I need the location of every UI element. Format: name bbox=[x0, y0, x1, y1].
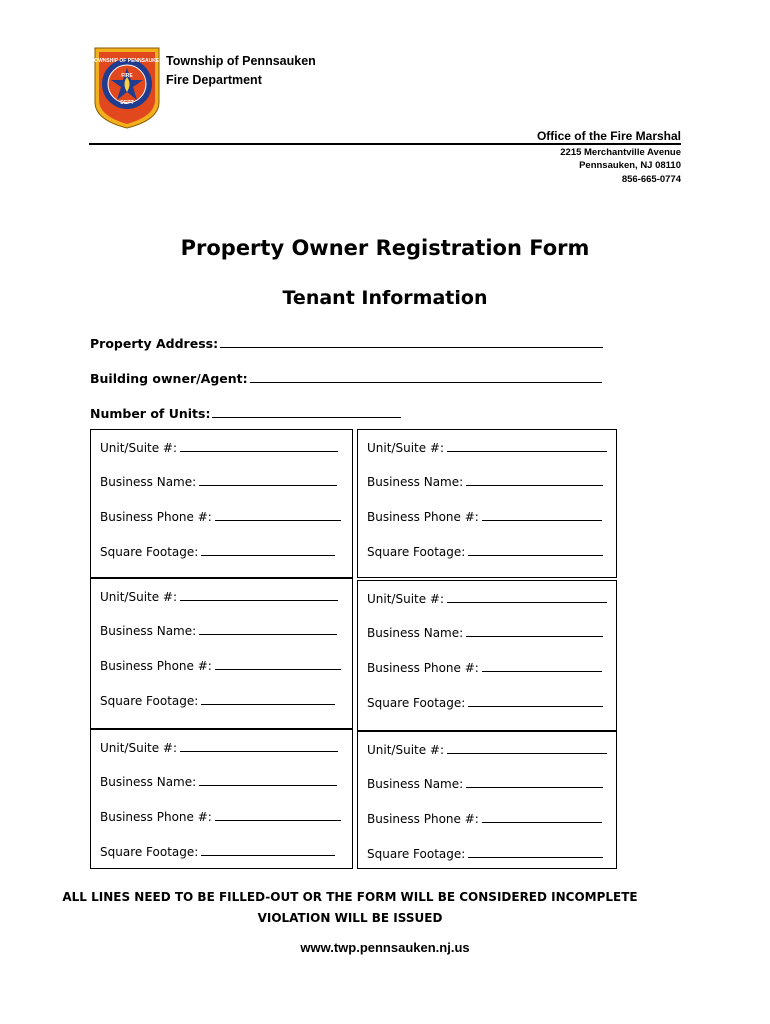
property-address-label: Property Address: bbox=[90, 336, 219, 351]
building-owner-line[interactable] bbox=[250, 370, 602, 383]
unit-field-label: Business Name: bbox=[367, 777, 464, 791]
unit-field-label: Business Name: bbox=[100, 624, 197, 638]
unit-field-label: Square Footage: bbox=[100, 845, 199, 859]
unit-field-label: Square Footage: bbox=[367, 545, 466, 559]
unit-field-line[interactable] bbox=[180, 589, 338, 601]
unit-field-line[interactable] bbox=[447, 440, 607, 452]
unit-field-label: Square Footage: bbox=[100, 545, 199, 559]
unit-field-line[interactable] bbox=[201, 844, 335, 856]
unit-field-square-footage[interactable] bbox=[367, 695, 603, 710]
office-street-address: 2215 Merchantville Avenue bbox=[560, 147, 681, 158]
fire-department-badge-icon bbox=[91, 44, 163, 130]
unit-field-business-phone[interactable] bbox=[367, 811, 602, 826]
unit-field-line[interactable] bbox=[180, 740, 338, 752]
unit-field-label: Square Footage: bbox=[367, 847, 466, 861]
unit-field-line[interactable] bbox=[468, 544, 603, 556]
building-owner-field[interactable] bbox=[90, 370, 602, 386]
tenant-unit-box bbox=[90, 429, 353, 578]
number-of-units-field[interactable] bbox=[90, 405, 401, 421]
unit-field-label: Unit/Suite #: bbox=[100, 741, 178, 755]
unit-field-square-footage[interactable] bbox=[100, 844, 335, 859]
unit-field-square-footage[interactable] bbox=[100, 544, 335, 559]
unit-field-business-name[interactable] bbox=[367, 776, 603, 791]
tenant-unit-box bbox=[90, 729, 353, 869]
unit-field-label: Business Name: bbox=[367, 626, 464, 640]
unit-field-unit[interactable] bbox=[367, 440, 607, 455]
unit-field-line[interactable] bbox=[466, 776, 603, 788]
number-of-units-label: Number of Units: bbox=[90, 406, 211, 421]
unit-field-line[interactable] bbox=[447, 742, 607, 754]
unit-field-business-name[interactable] bbox=[367, 625, 603, 640]
logo-text-top: TOWNSHIP OF PENNSAUKEN bbox=[91, 58, 163, 64]
unit-field-line[interactable] bbox=[482, 509, 602, 521]
unit-field-business-phone[interactable] bbox=[100, 509, 341, 524]
unit-field-label: Business Phone #: bbox=[100, 510, 212, 524]
unit-field-line[interactable] bbox=[468, 846, 603, 858]
unit-field-label: Unit/Suite #: bbox=[100, 441, 178, 455]
logo-text-fire: FIRE bbox=[121, 73, 133, 79]
unit-field-label: Square Footage: bbox=[367, 696, 466, 710]
unit-field-line[interactable] bbox=[482, 811, 602, 823]
tenant-unit-box bbox=[357, 580, 617, 731]
office-phone: 856-665-0774 bbox=[621, 174, 681, 185]
property-address-field[interactable] bbox=[90, 335, 603, 351]
org-name-line2: Fire Department bbox=[166, 73, 262, 87]
unit-field-line[interactable] bbox=[468, 695, 603, 707]
unit-field-unit[interactable] bbox=[100, 740, 338, 755]
org-name-line1: Township of Pennsauken bbox=[166, 54, 316, 68]
tenant-unit-box bbox=[90, 578, 353, 729]
number-of-units-line[interactable] bbox=[212, 405, 401, 418]
unit-field-line[interactable] bbox=[215, 509, 341, 521]
unit-field-line[interactable] bbox=[199, 474, 337, 486]
logo-text-dept: DEPT bbox=[120, 100, 134, 106]
unit-field-line[interactable] bbox=[447, 591, 607, 603]
unit-field-label: Business Name: bbox=[100, 475, 197, 489]
unit-field-label: Unit/Suite #: bbox=[367, 441, 445, 455]
incomplete-form-notice: ALL LINES NEED TO BE FILLED-OUT OR THE FORM WILL BE CONSIDERED INCOMPLETE bbox=[62, 890, 638, 904]
unit-field-line[interactable] bbox=[199, 623, 337, 635]
unit-field-line[interactable] bbox=[180, 440, 338, 452]
unit-field-unit[interactable] bbox=[100, 589, 338, 604]
unit-field-line[interactable] bbox=[466, 625, 603, 637]
unit-field-label: Unit/Suite #: bbox=[367, 592, 445, 606]
unit-field-square-footage[interactable] bbox=[100, 693, 335, 708]
fire-department-logo bbox=[91, 44, 163, 130]
unit-field-label: Business Phone #: bbox=[367, 510, 479, 524]
unit-field-business-name[interactable] bbox=[100, 474, 337, 489]
unit-field-label: Unit/Suite #: bbox=[100, 590, 178, 604]
unit-field-unit[interactable] bbox=[100, 440, 338, 455]
unit-field-unit[interactable] bbox=[367, 742, 607, 757]
unit-field-line[interactable] bbox=[201, 693, 335, 705]
unit-field-line[interactable] bbox=[482, 660, 602, 672]
unit-field-label: Business Phone #: bbox=[367, 812, 479, 826]
unit-field-line[interactable] bbox=[215, 809, 341, 821]
unit-field-label: Business Phone #: bbox=[367, 661, 479, 675]
building-owner-label: Building owner/Agent: bbox=[90, 371, 248, 386]
unit-field-business-phone[interactable] bbox=[367, 660, 602, 675]
form-subtitle: Tenant Information bbox=[282, 287, 488, 309]
form-title: Property Owner Registration Form bbox=[180, 236, 590, 260]
unit-field-label: Business Phone #: bbox=[100, 659, 212, 673]
unit-field-label: Unit/Suite #: bbox=[367, 743, 445, 757]
unit-field-label: Business Name: bbox=[367, 475, 464, 489]
office-city-state-zip: Pennsauken, NJ 08110 bbox=[579, 160, 681, 171]
tenant-unit-box bbox=[357, 429, 617, 578]
unit-field-line[interactable] bbox=[466, 474, 603, 486]
unit-field-line[interactable] bbox=[215, 658, 341, 670]
unit-field-label: Business Phone #: bbox=[100, 810, 212, 824]
unit-field-label: Business Name: bbox=[100, 775, 197, 789]
header-divider bbox=[89, 143, 681, 145]
property-address-line[interactable] bbox=[220, 335, 603, 348]
unit-field-business-name[interactable] bbox=[100, 623, 337, 638]
tenant-unit-box bbox=[357, 731, 617, 869]
unit-field-line[interactable] bbox=[199, 774, 337, 786]
unit-field-business-name[interactable] bbox=[367, 474, 603, 489]
unit-field-label: Square Footage: bbox=[100, 694, 199, 708]
unit-field-square-footage[interactable] bbox=[367, 846, 603, 861]
unit-field-unit[interactable] bbox=[367, 591, 607, 606]
website-link[interactable]: www.twp.pennsauken.nj.us bbox=[300, 940, 470, 955]
unit-field-business-phone[interactable] bbox=[100, 658, 341, 673]
unit-field-business-phone[interactable] bbox=[100, 809, 341, 824]
office-title: Office of the Fire Marshal bbox=[536, 129, 681, 143]
unit-field-business-name[interactable] bbox=[100, 774, 337, 789]
unit-field-square-footage[interactable] bbox=[367, 544, 603, 559]
unit-field-line[interactable] bbox=[201, 544, 335, 556]
unit-field-business-phone[interactable] bbox=[367, 509, 602, 524]
violation-notice: VIOLATION WILL BE ISSUED bbox=[257, 911, 443, 925]
